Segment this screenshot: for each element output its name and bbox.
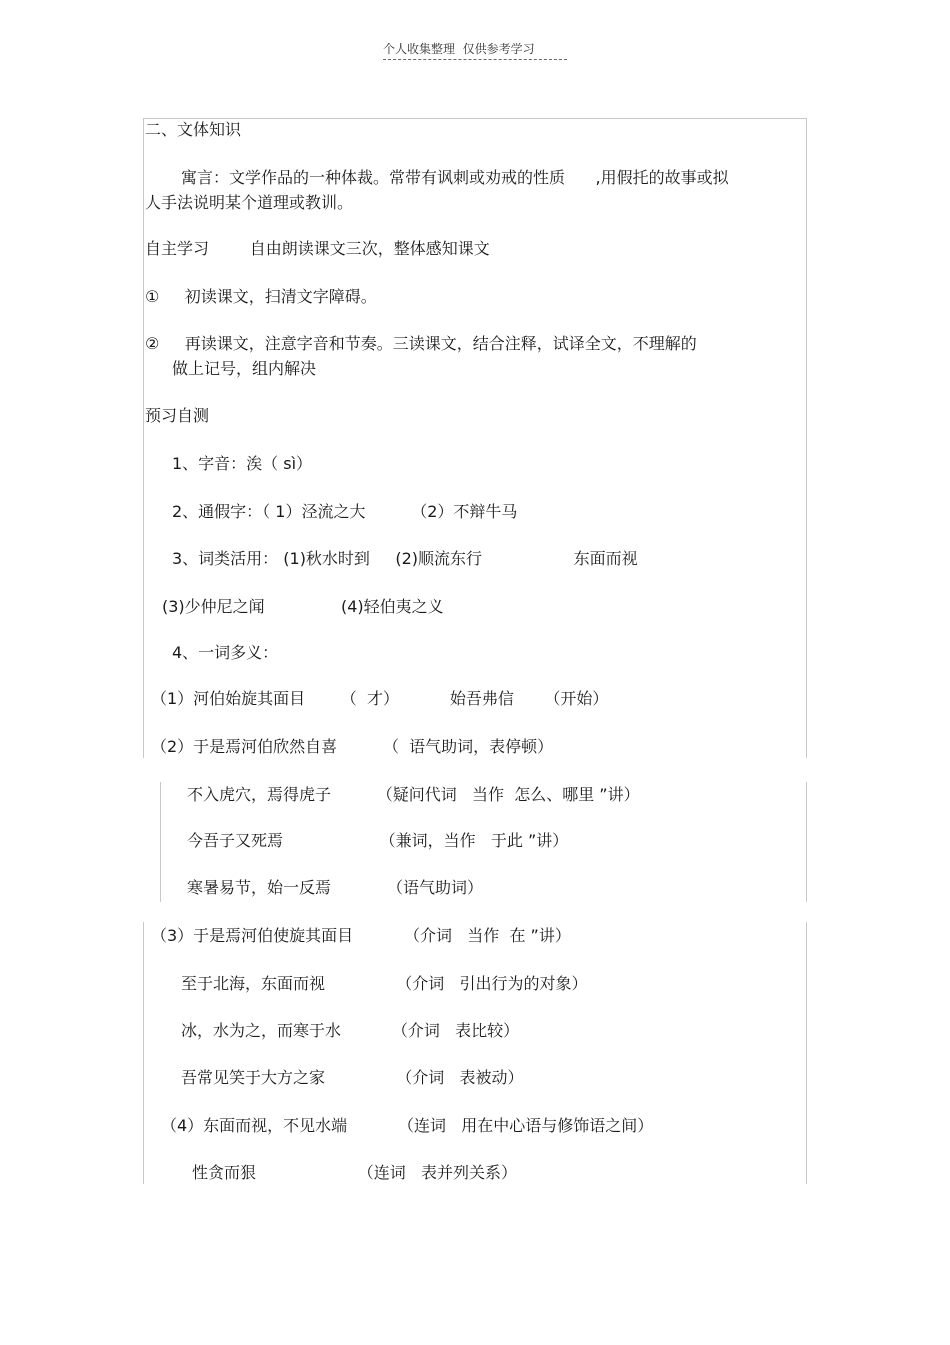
frame-right-border-3 — [806, 922, 807, 1184]
section-heading: 二、文体知识 — [145, 120, 242, 139]
self-study-heading: 自主学习 自由朗读课文三次，整体感知课文 — [145, 239, 490, 258]
polysemy-4-example-1: 性贪而狠 （连词 表并列关系） — [192, 1163, 517, 1182]
step-2-line-2: 做上记号，组内解决 — [172, 359, 317, 378]
polysemy-3-example-3: 吾常见笑于大方之家 （介词 表被动） — [181, 1068, 524, 1087]
step-1: ① 初读课文，扫清文字障碍。 — [145, 287, 377, 306]
frame-right-border-1 — [806, 118, 807, 758]
item-word-class-2: (3)少仲尼之闻 (4)轻伯夷之义 — [162, 597, 444, 616]
step-2-line-1: ② 再读课文，注意字音和节奏。三读课文，结合注释，试译全文，不理解的 — [145, 334, 697, 353]
preview-test-heading: 预习自测 — [145, 406, 210, 425]
polysemy-2-example-2: 今吾子又死焉 （兼词，当作 于此 ”讲） — [187, 831, 569, 850]
definition-line-1: 寓言：文学作品的一种体裁。常带有讽刺或劝戒的性质 ,用假托的故事或拟 — [181, 168, 729, 187]
polysemy-2: （2）于是焉河伯欣然自喜 （ 语气助词，表停顿） — [151, 737, 554, 756]
item-polysemy-heading: 4、一词多义： — [172, 643, 279, 662]
frame-left-border-3 — [143, 922, 144, 1184]
frame-top-border — [143, 118, 807, 119]
polysemy-3-example-2: 冰，水为之，而寒于水 （介词 表比较） — [181, 1021, 520, 1040]
item-word-class-1: 3、词类活用： (1)秋水时到 (2)顺流东行 东面而视 — [172, 549, 638, 568]
polysemy-2-example-1: 不入虎穴，焉得虎子 （疑问代词 当作 怎么、哪里 ”讲） — [187, 785, 640, 804]
polysemy-3-example-1: 至于北海，东面而视 （介词 引出行为的对象） — [181, 974, 588, 993]
polysemy-3: （3）于是焉河伯使旋其面目 （介词 当作 在 ”讲） — [151, 926, 571, 945]
page-header: 个人收集整理 仅供参考学习 — [383, 40, 567, 60]
item-tongjiazi: 2、通假字：（ 1）泾流之大 （2）不辩牛马 — [172, 502, 518, 521]
polysemy-4: （4）东面而视，不见水端 （连词 用在中心语与修饰语之间） — [161, 1116, 654, 1135]
frame-right-border-2 — [806, 782, 807, 902]
polysemy-2-example-3: 寒暑易节，始一反焉 （语气助词） — [187, 878, 483, 897]
frame-left-border-2 — [160, 782, 161, 902]
item-pronunciation: 1、字音：涘（ sì） — [172, 454, 313, 473]
frame-left-border-1 — [143, 118, 144, 758]
definition-line-2: 人手法说明某个道理或教训。 — [145, 193, 354, 212]
polysemy-1: （1）河伯始旋其面目 （ 才） 始吾弗信 （开始） — [151, 689, 609, 708]
